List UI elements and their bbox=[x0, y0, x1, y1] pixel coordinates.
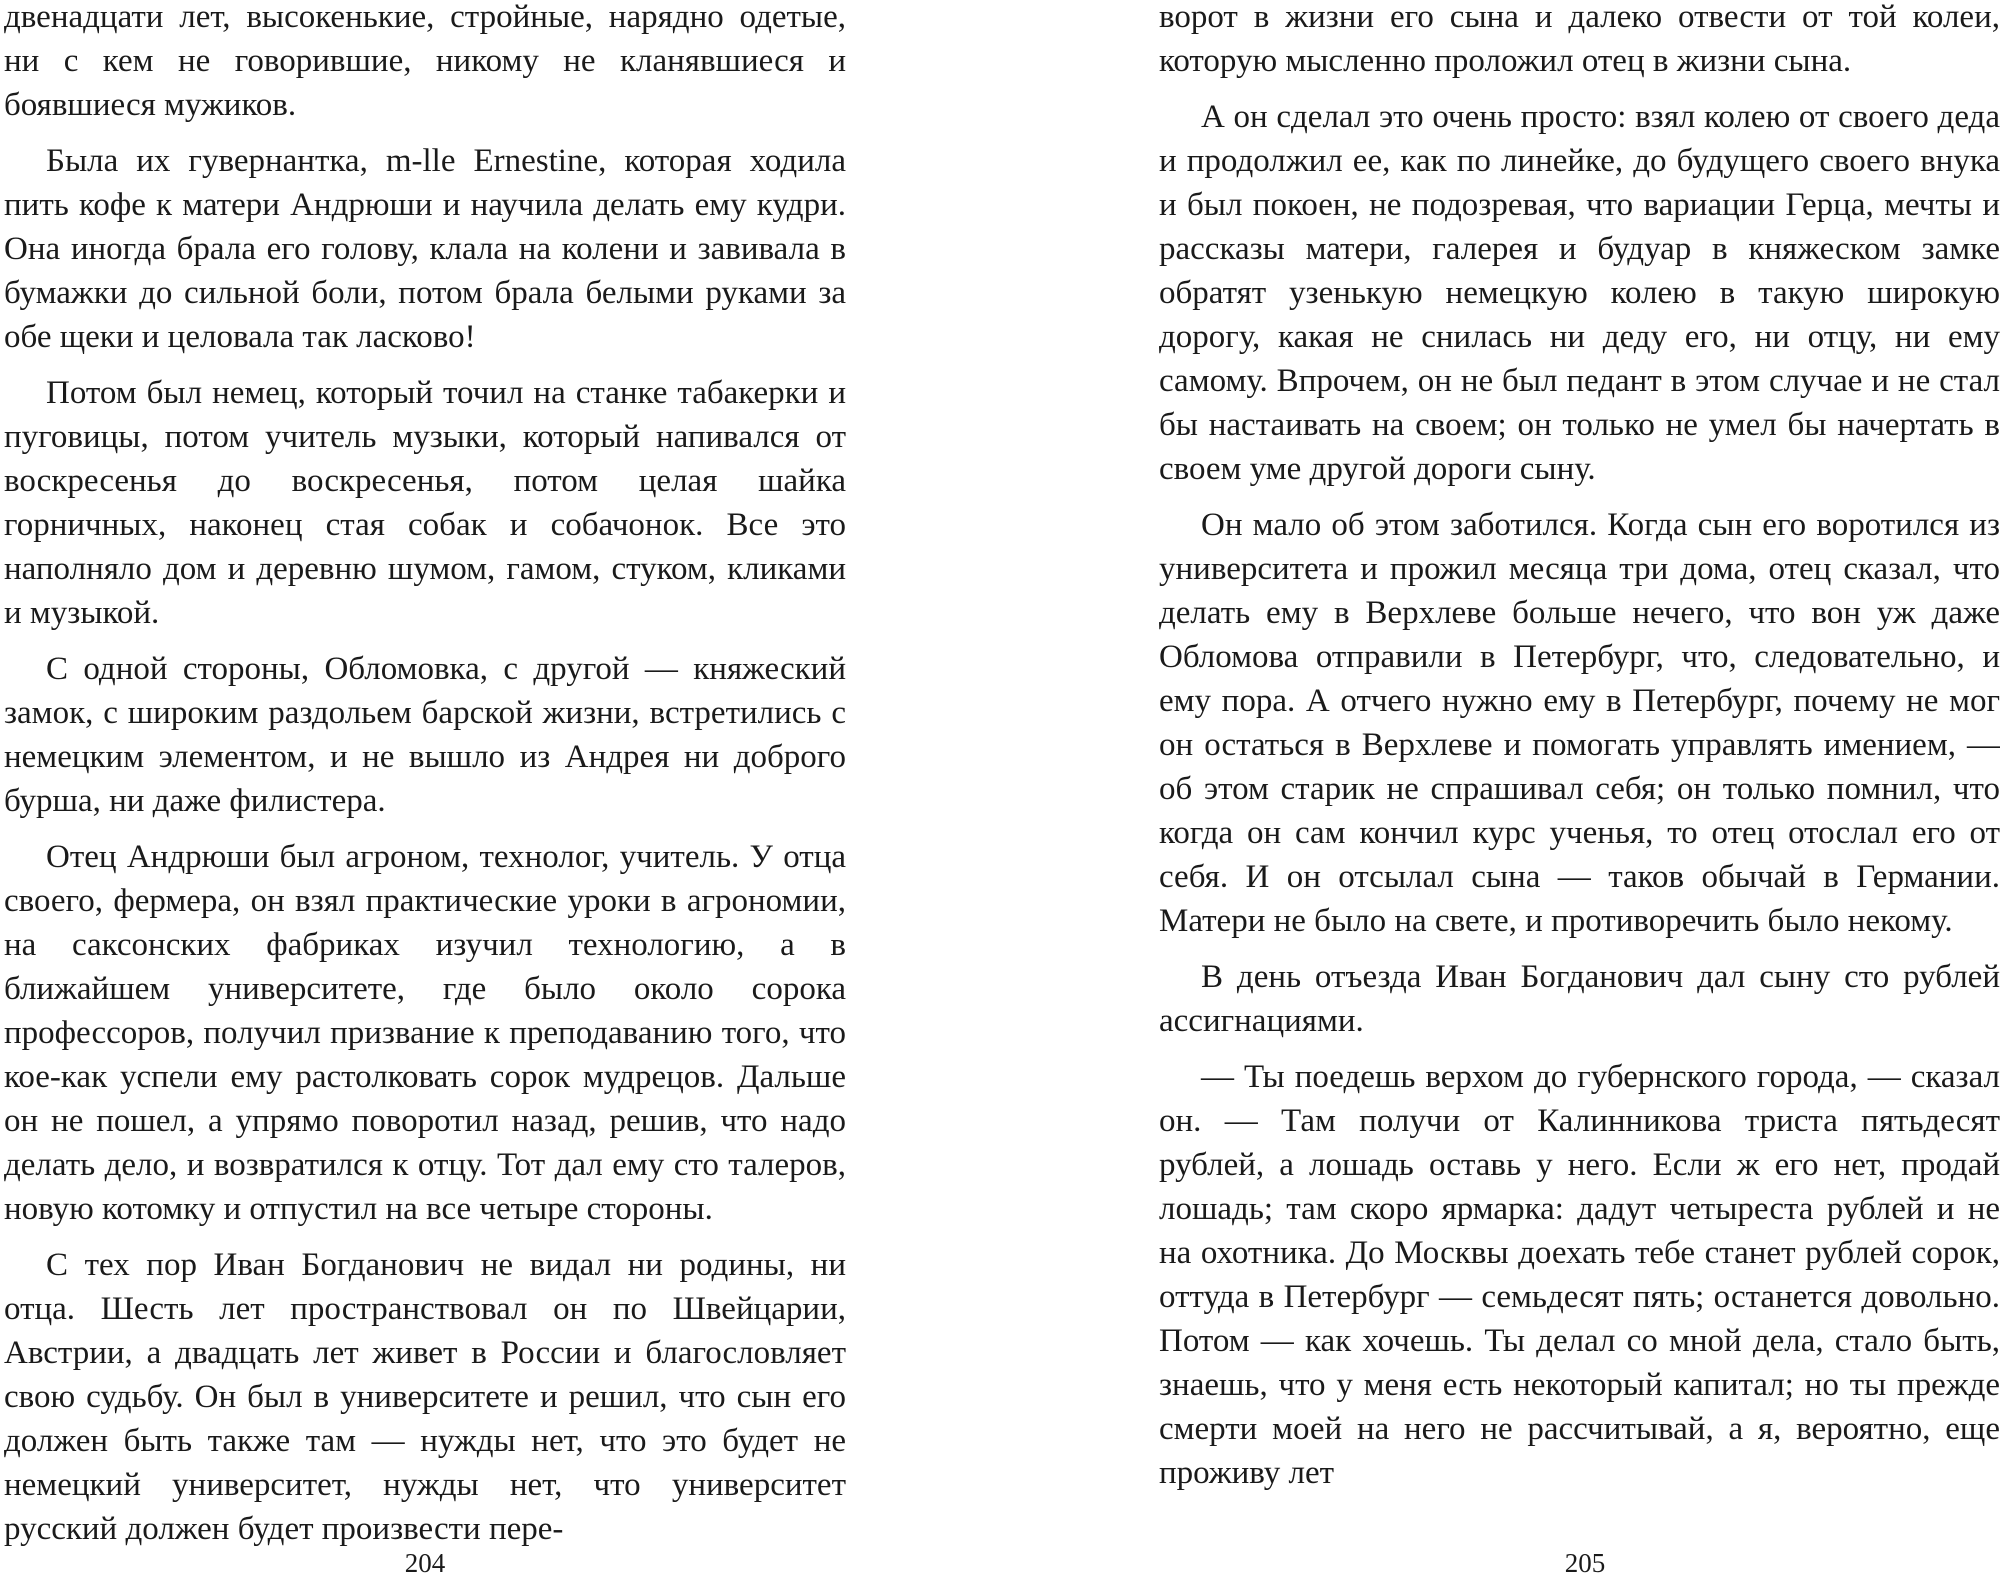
left-page bbox=[0, 0, 846, 1586]
paragraph: двенадцати лет, высокенькие, стройные, нарядно одетые, ни с кем не говорившие, никому не кланявшиеся и боявшиеся мужиков. bbox=[4, 0, 846, 123]
right-page bbox=[1159, 0, 2000, 1586]
left-page-text bbox=[4, 0, 846, 1563]
paragraph: — Ты поедешь верхом до губернского города, — сказал он. — Там получи от Калинникова триста пятьдесят рублей, а лошадь оставь у него. Если ж его нет, продай лошадь; там скоро ярмарка: дадут четыреста рублей и не на охотника. До Москвы доехать тебе станет рублей сорок, оттуда в Петербург — семьдесят пять; останется довольно. Потом — как хочешь. Ты делал со мной дела, стало быть, знаешь, что у меня есть некоторый капитал; но ты прежде смерти моей на него не рассчитывай, а я, вероятно, еще проживу лет bbox=[1159, 1059, 2000, 1491]
paragraph: В день отъезда Иван Богданович дал сыну сто рублей ассигнациями. bbox=[1159, 959, 2000, 1039]
paragraph: Отец Андрюши был агроном, технолог, учитель. У отца своего, фермера, он взял практические уроки в агрономии, на саксонских фабриках изучил технологию, а в ближайшем университете, где было около сорока профессоров, получил призвание к преподаванию того, что кое-как успели ему растолковать сорок мудрецов. Дальше он не пошел, а упрямо поворотил назад, решив, что надо делать дело, и возвратился к отцу. Тот дал ему сто талеров, новую котомку и отпустил на все четыре стороны. bbox=[4, 839, 846, 1227]
paragraph: ворот в жизни его сына и далеко отвести от той колеи, которую мысленно проложил отец в жизни сына. bbox=[1159, 0, 2000, 79]
page-number: 204 bbox=[404, 1548, 446, 1578]
paragraph: Потом был немец, который точил на станке табакерки и пуговицы, потом учитель музыки, который напивался от воскресенья до воскресенья, потом целая шайка горничных, наконец стая собак и собачонок. Все это наполняло дом и деревню шумом, гамом, стуком, кликами и музыкой. bbox=[4, 375, 846, 631]
paragraph: Он мало об этом заботился. Когда сын его воротился из университета и прожил месяца три дома, отец сказал, что делать ему в Верхлеве больше нечего, что вон уж даже Обломова отправили в Петербург, что, следовательно, и ему пора. А отчего нужно ему в Петербург, почему не мог он остаться в Верхлеве и помогать управлять имением, — об этом старик не спрашивал себя; он только помнил, что когда он сам кончил курс ученья, то отец отослал его от себя. И он отсылал сына — таков обычай в Германии. Матери не было на свете, и противоречить было некому. bbox=[1159, 507, 2000, 939]
page-number: 205 bbox=[1564, 1548, 1606, 1578]
paragraph: С одной стороны, Обломовка, с другой — княжеский замок, с широким раздольем барской жизни, встретились с немецким элементом, и не вышло из Андрея ни доброго бурша, ни даже филистера. bbox=[4, 651, 846, 819]
paragraph: Была их гувернантка, m-lle Ernestine, которая ходила пить кофе к матери Андрюши и научила делать ему кудри. Она иногда брала его голову, клала на колени и завивала в бумажки до сильной боли, потом брала белыми руками за обе щеки и целовала так ласково! bbox=[4, 143, 846, 355]
paragraph: А он сделал это очень просто: взял колею от своего деда и продолжил ее, как по линейке, до будущего своего внука и был покоен, не подозревая, что вариации Герца, мечты и рассказы матери, галерея и будуар в княжеском замке обратят узенькую немецкую колею в такую широкую дорогу, какая не снилась ни деду его, ни отцу, ни ему самому. Впрочем, он не был педант в этом случае и не стал бы настаивать на своем; он только не умел бы начертать в своем уме другой дороги сыну. bbox=[1159, 99, 2000, 487]
right-page-text bbox=[1159, 0, 2000, 1507]
paragraph: С тех пор Иван Богданович не видал ни родины, ни отца. Шесть лет пространствовал он по Швейцарии, Австрии, а двадцать лет живет в России и благословляет свою судьбу. Он был в университете и решил, что сын его должен быть также там — нужды нет, что это будет не немецкий университет, нужды нет, что университет русский должен будет произвести пере- bbox=[4, 1247, 846, 1547]
